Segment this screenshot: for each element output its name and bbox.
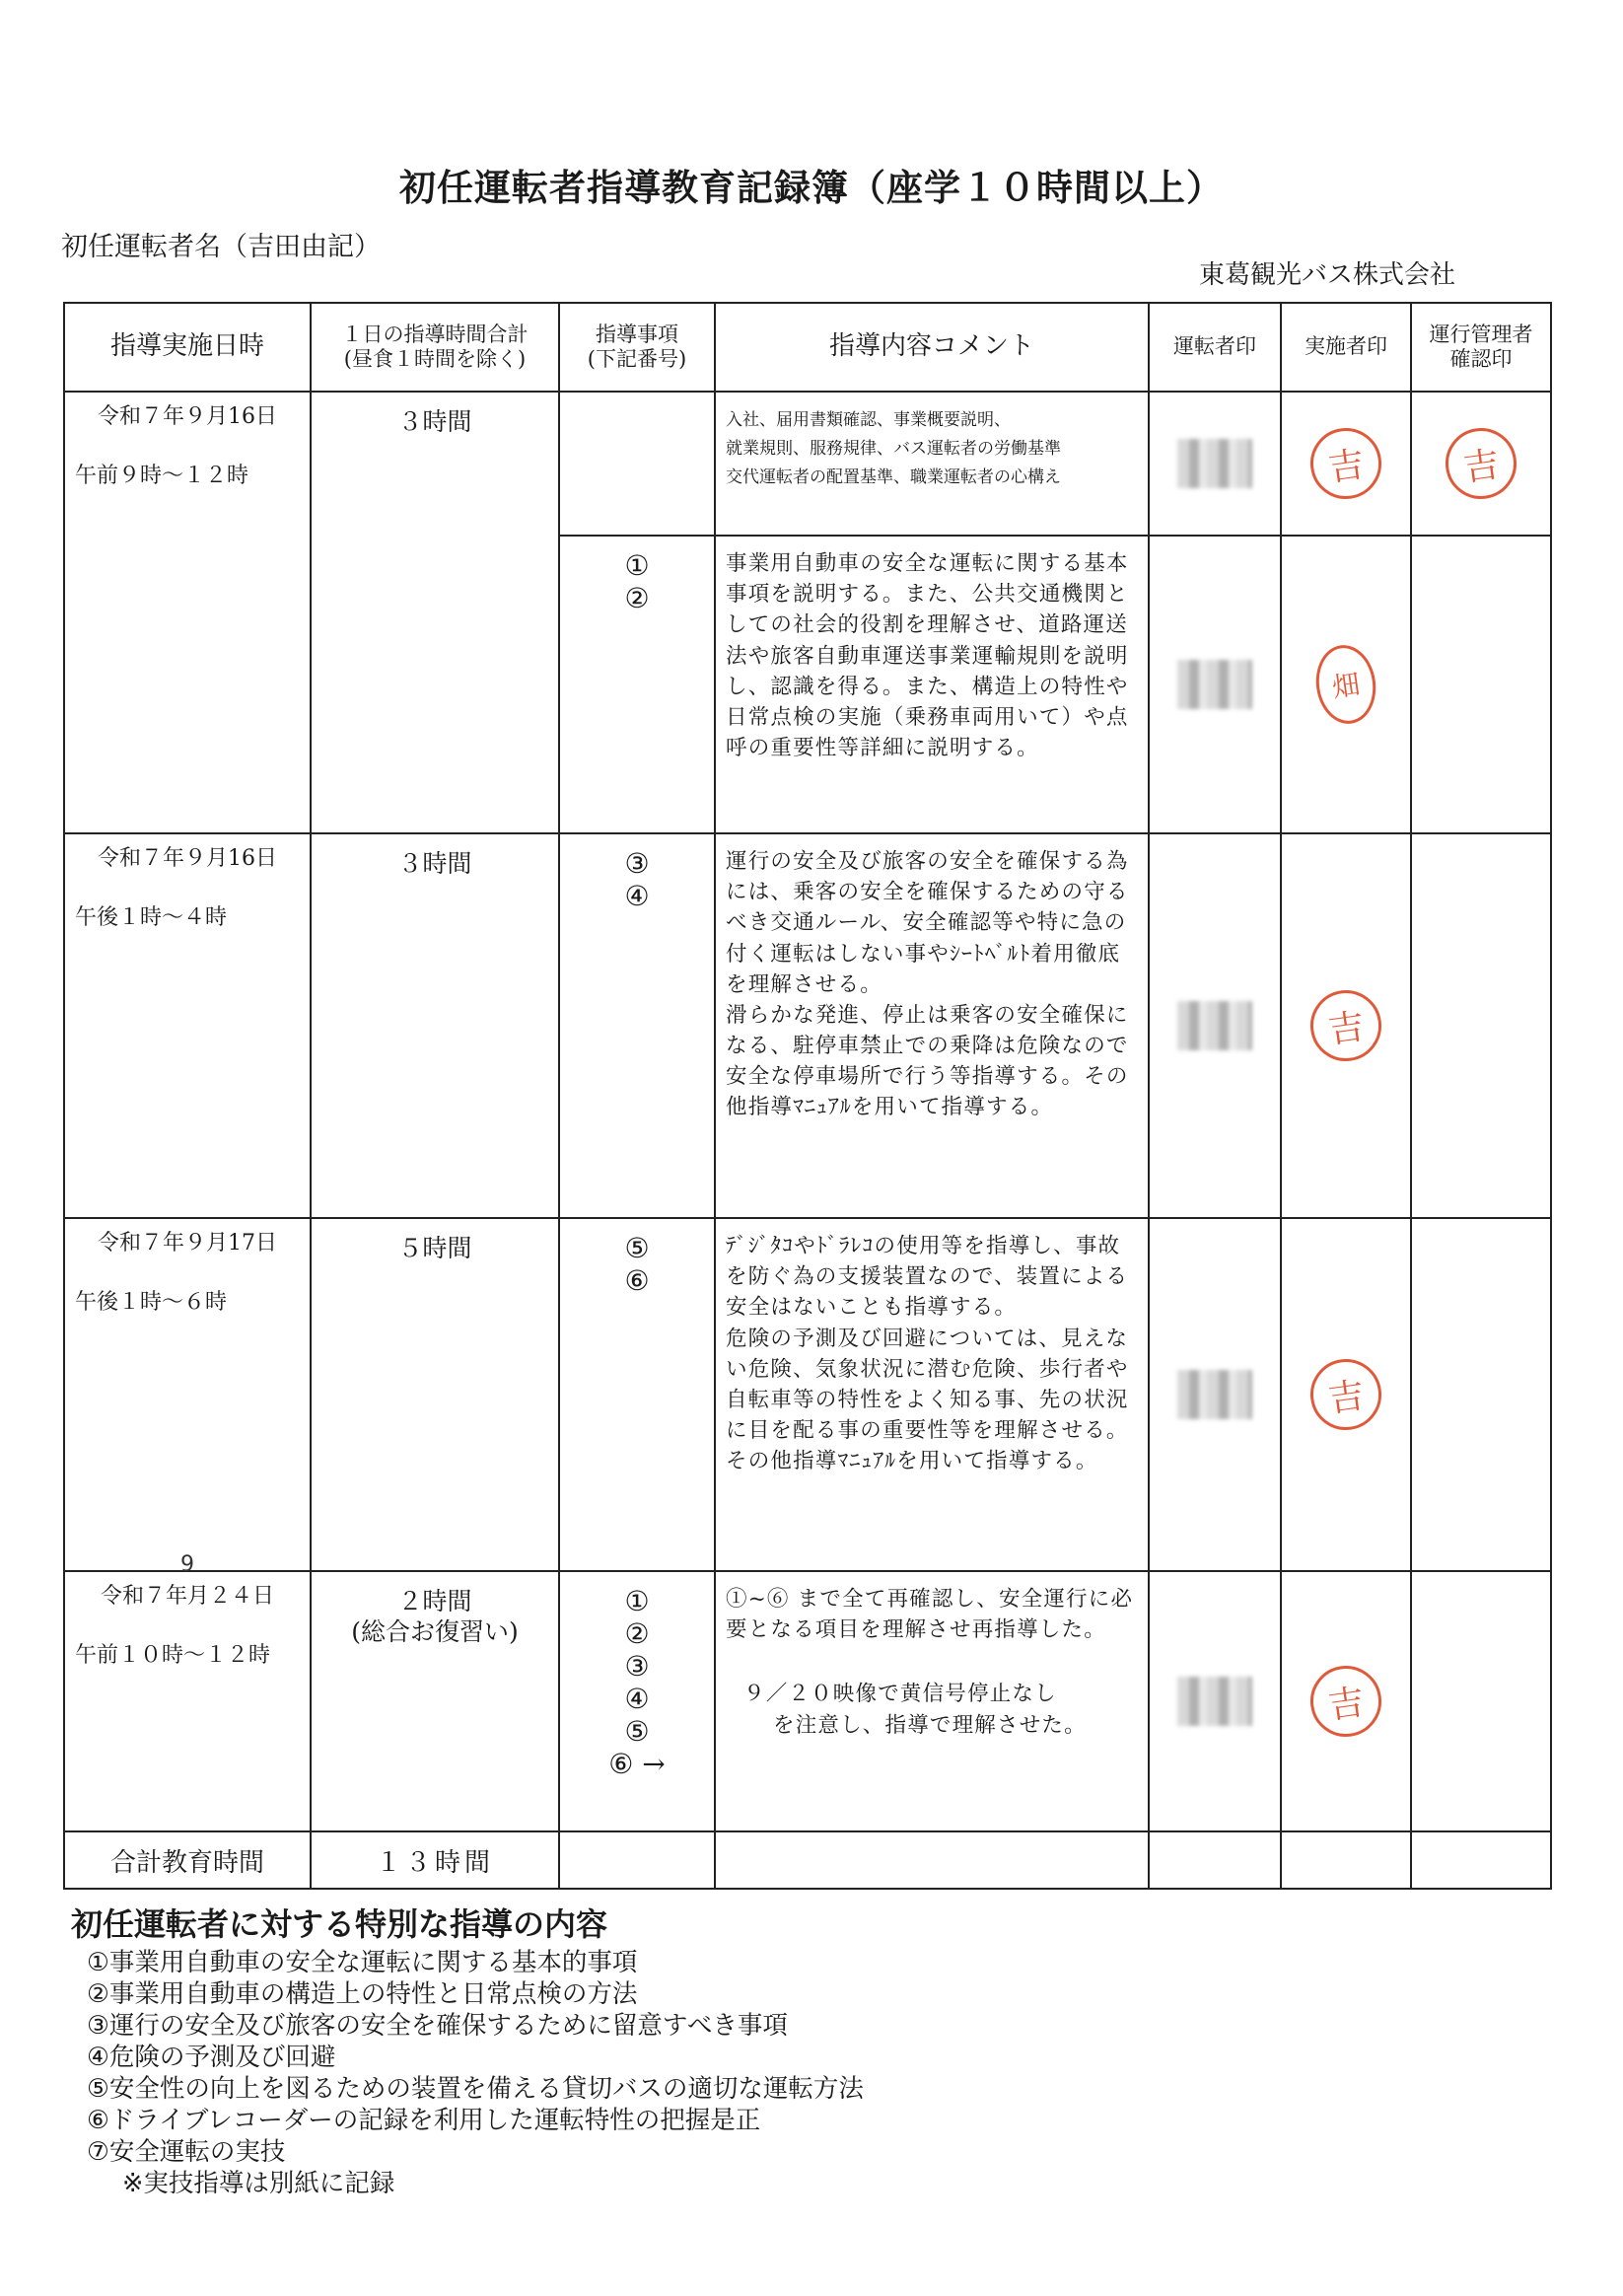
list-item: ※実技指導は別紙に記録 — [122, 2169, 395, 2198]
time-text: 午後１時～４時 — [75, 905, 228, 930]
special-instructions — [71, 1900, 864, 2199]
table-row — [64, 1218, 1551, 1571]
driver-seal-redacted — [1177, 1001, 1252, 1050]
special-list — [71, 1947, 864, 2199]
list-item: ③運行の安全及び旅客の安全を確保するために留意すべき事項 — [87, 2011, 788, 2041]
date-text: 令和７年９月17日 — [98, 1231, 277, 1256]
comment-cell: ﾃﾞｼﾞﾀｺやﾄﾞﾗﾚｺの使用等を指導し、事故を防ぐ為の支援装置なので、装置による安全はないことも指導する。 危険の予測及び回避については、見えない危険、気象状況に潜む危険、歩行者や自転車等の特性をよく知る事、先の状況に目を配る事の重要性等を理解させる。 その他指導ﾏﾆｭｱﾙを用いて指導する。 — [715, 1218, 1149, 1571]
item-number: ① — [624, 549, 650, 582]
hours-cell: ５時間 — [311, 1218, 559, 1571]
page-title: 初任運転者指導教育記録簿（座学１０時間以上） — [399, 167, 1224, 209]
total-label: 合計教育時間 — [64, 1831, 311, 1889]
manager-seal-cell — [1411, 833, 1551, 1218]
list-item: ④危険の予測及び回避 — [87, 2043, 336, 2072]
note-line: を注意し、指導で理解させた。 — [773, 1712, 1087, 1738]
comment-cell — [715, 1571, 1149, 1831]
items-cell — [559, 536, 715, 833]
item-number: ⑥ — [624, 1264, 650, 1297]
driver-seal-redacted — [1177, 1370, 1252, 1419]
manager-seal-cell — [1411, 392, 1551, 536]
instructor-seal-cell — [1281, 1571, 1411, 1831]
total-row — [64, 1831, 1551, 1889]
time-text: 午前９時～１２時 — [75, 464, 249, 488]
table-row — [64, 1571, 1551, 1831]
instructor-seal-stamp: 吉 — [1305, 423, 1385, 503]
comment-cell: 運行の安全及び旅客の安全を確保する為には、乗客の安全を確保するための守るべき交通ルール、安全確認等や特に急の付く運転はしない事やｼｰﾄﾍﾞﾙﾄ着用徹底を理解させる。 滑らかな発進、停止は乗客の安全確保になる、駐停車禁止での乗降は危険なので安全な停車場所で行う等指導する。その他指導ﾏﾆｭｱﾙを用いて指導する。 — [715, 833, 1149, 1218]
driver-seal-cell — [1149, 536, 1281, 833]
date-cell — [64, 833, 311, 1218]
header-hours: １日の指導時間合計 (昼食１時間を除く) — [311, 303, 559, 392]
date-text: 令和７年９月16日 — [98, 404, 277, 429]
item-number: ⑥ → — [608, 1748, 666, 1780]
header-items: 指導事項 (下記番号) — [559, 303, 715, 392]
date-text: 令和７年９月16日 — [98, 846, 277, 871]
followup-note — [726, 1679, 1138, 1740]
total-value: １３時間 — [311, 1831, 559, 1889]
time-text: 午前１０時～１２時 — [75, 1643, 271, 1668]
instructor-seal-cell — [1281, 392, 1411, 536]
header-manager-seal: 運行管理者 確認印 — [1411, 303, 1551, 392]
time-text: 午後１時～６時 — [75, 1290, 228, 1315]
table-row — [64, 833, 1551, 1218]
hours-cell — [311, 1571, 559, 1831]
empty-cell — [559, 1831, 715, 1889]
comment-cell: 事業用自動車の安全な運転に関する基本事項を説明する。また、公共交通機関としての社会的役割を理解させ、道路運送法や旅客自動車運送事業運輸規則を説明し、認識を得る。また、構造上の特性や日常点検の実施（乗務車両用いて）や点呼の重要性等詳細に説明する。 — [715, 536, 1149, 833]
header-instructor-seal: 実施者印 — [1281, 303, 1411, 392]
instructor-seal-stamp: 吉 — [1305, 1354, 1385, 1434]
list-item: ①事業用自動車の安全な運転に関する基本的事項 — [87, 1948, 638, 1977]
item-number: ④ — [624, 880, 650, 912]
empty-cell — [1149, 1831, 1281, 1889]
driver-seal-cell — [1149, 1218, 1281, 1571]
instructor-seal-stamp: 吉 — [1305, 985, 1385, 1065]
list-item: ⑤安全性の向上を図るための装置を備える貸切バスの適切な運転方法 — [87, 2074, 864, 2104]
list-item: ⑥ドライブレコーダーの記録を利用した運転特性の把握是正 — [87, 2106, 761, 2135]
driver-name: 初任運転者名（吉田由記） — [61, 232, 381, 262]
empty-cell — [1411, 1831, 1551, 1889]
list-item: ②事業用自動車の構造上の特性と日常点検の方法 — [87, 1979, 638, 2009]
empty-cell — [1281, 1831, 1411, 1889]
item-number: ⑤ — [624, 1232, 650, 1264]
date-cell — [64, 1218, 311, 1571]
note-line: ９／２０映像で黄信号停止なし — [743, 1682, 1057, 1707]
items-cell — [559, 833, 715, 1218]
date-cell — [64, 392, 311, 833]
item-number: ④ — [624, 1683, 650, 1715]
list-item: ⑦安全運転の実技 — [87, 2137, 286, 2167]
item-number: ② — [624, 582, 650, 614]
header-comment: 指導内容コメント — [715, 303, 1149, 392]
driver-seal-redacted — [1177, 660, 1252, 709]
manager-seal-stamp: 吉 — [1441, 423, 1520, 503]
driver-seal-cell — [1149, 1571, 1281, 1831]
instructor-seal-cell — [1281, 536, 1411, 833]
special-heading: 初任運転者に対する特別な指導の内容 — [71, 1905, 608, 1943]
instructor-seal-stamp: 吉 — [1305, 1661, 1385, 1741]
item-number: ① — [624, 1585, 650, 1617]
header-date: 指導実施日時 — [64, 303, 311, 392]
header-driver-seal: 運転者印 — [1149, 303, 1281, 392]
item-number: ③ — [624, 1650, 650, 1683]
items-cell — [559, 1571, 715, 1831]
date-correction-mark: 9 — [180, 1552, 194, 1577]
manager-seal-cell — [1411, 1218, 1551, 1571]
driver-seal-redacted — [1177, 1677, 1252, 1726]
instructor-seal-cell — [1281, 833, 1411, 1218]
table-header-row — [64, 303, 1551, 392]
hours-text: ２時間 — [397, 1587, 472, 1615]
driver-seal-cell — [1149, 392, 1281, 536]
manager-seal-cell — [1411, 1571, 1551, 1831]
hours-cell: ３時間 — [311, 833, 559, 1218]
instructor-seal-stamp: 畑 — [1311, 641, 1381, 728]
company-name: 東葛観光バス株式会社 — [1199, 260, 1456, 290]
comment-cell: 入社、届用書類確認、事業概要説明、 就業規則、服務規律、バス運転者の労働基準 交代運転者の配置基準、職業運転者の心構え — [715, 392, 1149, 536]
driver-seal-cell — [1149, 833, 1281, 1218]
manager-seal-cell — [1411, 536, 1551, 833]
date-cell — [64, 1571, 311, 1831]
hours-cell: ３時間 — [311, 392, 559, 833]
training-record-table — [63, 302, 1552, 1890]
item-number: ② — [624, 1617, 650, 1650]
driver-seal-redacted — [1177, 439, 1252, 488]
comment-text: ①~⑥ まで全て再確認し、安全運行に必要となる項目を理解させ再指導した。 — [726, 1587, 1134, 1643]
date-text: 令和７年月２４日 — [100, 1584, 274, 1609]
items-cell — [559, 392, 715, 536]
instructor-seal-cell — [1281, 1218, 1411, 1571]
empty-cell — [715, 1831, 1149, 1889]
hours-note: (総合お復習い) — [351, 1617, 519, 1647]
item-number: ③ — [624, 847, 650, 880]
items-cell — [559, 1218, 715, 1571]
item-number: ⑤ — [624, 1715, 650, 1748]
table-row — [64, 392, 1551, 536]
